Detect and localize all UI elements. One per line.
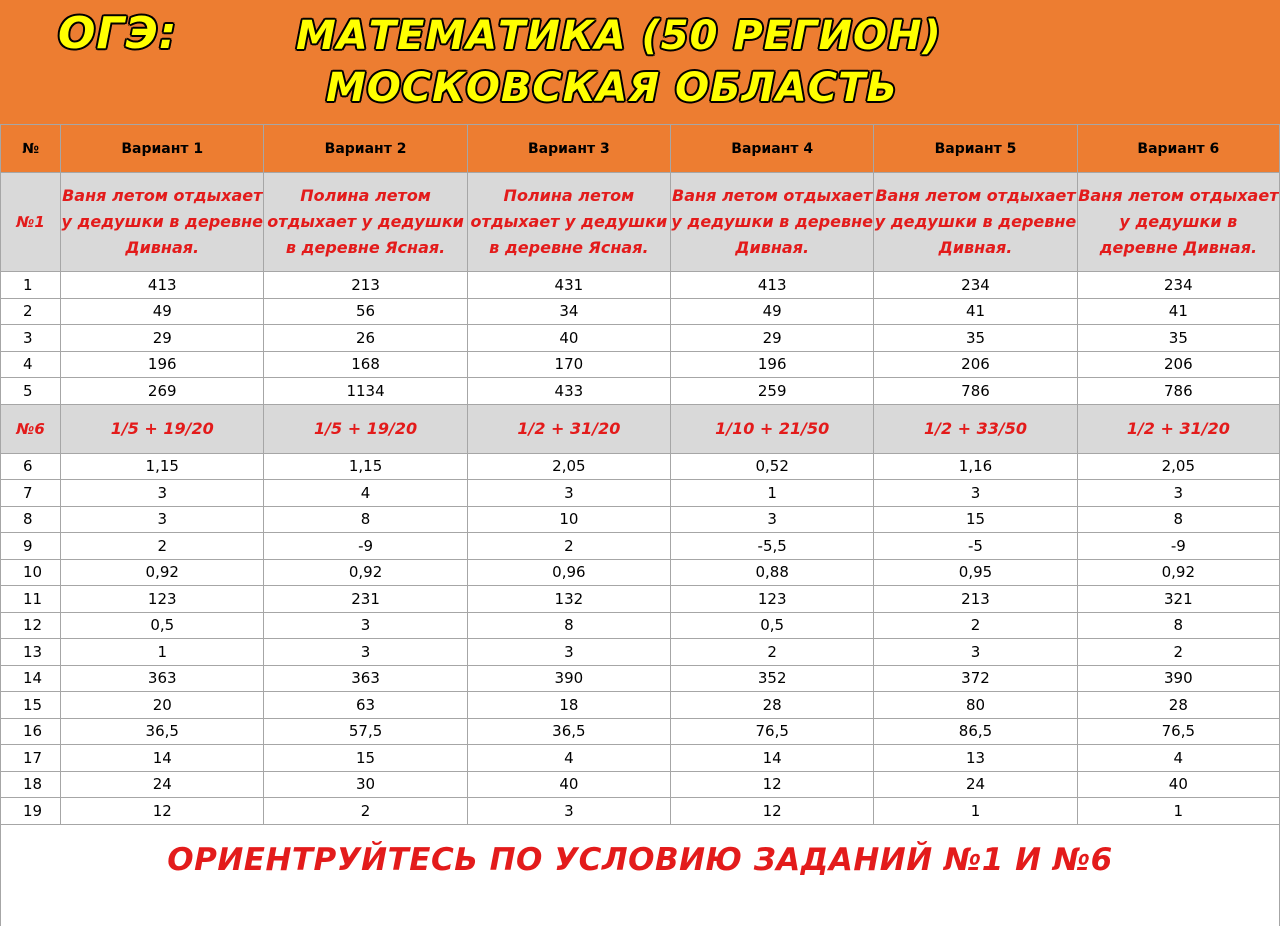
table-row <box>1 798 1280 825</box>
answer-cell: 12 <box>671 798 874 825</box>
answer-cell: 123 <box>61 586 264 613</box>
exam-title: ОГЭ: <box>58 8 178 59</box>
answer-cell: 12 <box>671 771 874 798</box>
table-row <box>1 745 1280 772</box>
answer-cell: 3 <box>264 639 467 666</box>
answer-cell: -9 <box>264 533 467 560</box>
answer-cell: 1 <box>1077 798 1279 825</box>
answer-cell: 352 <box>671 665 874 692</box>
variant-header: Вариант 3 <box>467 125 670 173</box>
task1-condition: Полина летом отдыхает у дедушки в деревне Ясная. <box>467 173 670 272</box>
task6-condition: 1/10 + 21/50 <box>671 404 874 453</box>
answer-cell: 80 <box>874 692 1077 719</box>
table-row <box>1 351 1280 378</box>
task1-condition: Ваня летом отдыхает у дедушки в деревне Дивная. <box>61 173 264 272</box>
table-row <box>1 272 1280 299</box>
task-number: 9 <box>1 533 61 560</box>
answer-cell: 35 <box>1077 325 1279 352</box>
answer-cell: 15 <box>264 745 467 772</box>
answer-cell: 196 <box>61 351 264 378</box>
answer-cell: 269 <box>61 378 264 405</box>
answer-cell: 2,05 <box>1077 453 1279 480</box>
answer-cell: 170 <box>467 351 670 378</box>
task1-condition: Полина летом отдыхает у дедушки в деревне Ясная. <box>264 173 467 272</box>
answer-cell: 1,15 <box>264 453 467 480</box>
table-row <box>1 480 1280 507</box>
answer-cell: 18 <box>467 692 670 719</box>
task-number: 2 <box>1 298 61 325</box>
answer-cell: 35 <box>874 325 1077 352</box>
answer-cell: 390 <box>1077 665 1279 692</box>
answer-cell: 40 <box>467 771 670 798</box>
answer-cell: -9 <box>1077 533 1279 560</box>
answer-cell: 132 <box>467 586 670 613</box>
table-row <box>1 533 1280 560</box>
table-row <box>1 612 1280 639</box>
answer-cell: 363 <box>61 665 264 692</box>
task-number: 7 <box>1 480 61 507</box>
variant-header: Вариант 1 <box>61 125 264 173</box>
task6-condition-row <box>1 404 1280 453</box>
answer-cell: 29 <box>61 325 264 352</box>
task1-condition-row <box>1 173 1280 272</box>
answer-cell: 2 <box>61 533 264 560</box>
answer-cell: 168 <box>264 351 467 378</box>
answer-cell: 0,88 <box>671 559 874 586</box>
answer-cell: 0,92 <box>61 559 264 586</box>
task6-condition: 1/2 + 31/20 <box>1077 404 1279 453</box>
table-row <box>1 639 1280 666</box>
task-number: 17 <box>1 745 61 772</box>
answer-cell: 3 <box>264 612 467 639</box>
task-number: 1 <box>1 272 61 299</box>
task6-condition: 1/5 + 19/20 <box>264 404 467 453</box>
answer-cell: 1 <box>671 480 874 507</box>
answer-cell: 30 <box>264 771 467 798</box>
task-number: 15 <box>1 692 61 719</box>
table-row <box>1 325 1280 352</box>
answer-cell: 26 <box>264 325 467 352</box>
answer-cell: 4 <box>467 745 670 772</box>
answer-cell: -5 <box>874 533 1077 560</box>
footer-note: ОРИЕНТРУЙТЕСЬ ПО УСЛОВИЮ ЗАДАНИЙ №1 И №6 <box>167 842 1113 878</box>
answer-cell: 28 <box>671 692 874 719</box>
header-row <box>1 125 1280 173</box>
answer-cell: 0,92 <box>1077 559 1279 586</box>
answer-cell: 0,92 <box>264 559 467 586</box>
variant-header: Вариант 4 <box>671 125 874 173</box>
answer-cell: 2 <box>1077 639 1279 666</box>
answer-cell: 3 <box>467 480 670 507</box>
answer-cell: 1,16 <box>874 453 1077 480</box>
answer-cell: 29 <box>671 325 874 352</box>
answer-cell: 786 <box>874 378 1077 405</box>
answer-cell: 3 <box>671 506 874 533</box>
answer-cell: 24 <box>874 771 1077 798</box>
task-number: 4 <box>1 351 61 378</box>
answer-cell: 3 <box>467 639 670 666</box>
answer-cell: 76,5 <box>1077 718 1279 745</box>
task6-condition: 1/2 + 31/20 <box>467 404 670 453</box>
answer-cell: 4 <box>1077 745 1279 772</box>
answer-cell: 14 <box>671 745 874 772</box>
answer-cell: 1134 <box>264 378 467 405</box>
answer-cell: 8 <box>467 612 670 639</box>
answer-cell: 13 <box>874 745 1077 772</box>
answer-cell: 213 <box>264 272 467 299</box>
answer-cell: 63 <box>264 692 467 719</box>
task-number: 10 <box>1 559 61 586</box>
subject-title: МАТЕМАТИКА (50 РЕГИОН) <box>296 13 942 59</box>
answer-cell: 2 <box>874 612 1077 639</box>
task6-label: №6 <box>1 404 61 453</box>
answer-cell: -5,5 <box>671 533 874 560</box>
answer-cell: 3 <box>61 506 264 533</box>
variant-header: Вариант 2 <box>264 125 467 173</box>
answer-cell: 76,5 <box>671 718 874 745</box>
answer-cell: 321 <box>1077 586 1279 613</box>
answer-cell: 2 <box>467 533 670 560</box>
answer-cell: 56 <box>264 298 467 325</box>
corner-header: № <box>1 125 61 173</box>
answer-cell: 0,5 <box>671 612 874 639</box>
answer-cell: 28 <box>1077 692 1279 719</box>
answer-cell: 2,05 <box>467 453 670 480</box>
task-number: 18 <box>1 771 61 798</box>
answer-cell: 1 <box>61 639 264 666</box>
answer-cell: 259 <box>671 378 874 405</box>
answer-cell: 2 <box>671 639 874 666</box>
answer-cell: 213 <box>874 586 1077 613</box>
answer-cell: 363 <box>264 665 467 692</box>
task6-condition: 1/2 + 33/50 <box>874 404 1077 453</box>
answer-cell: 10 <box>467 506 670 533</box>
answer-cell: 3 <box>1077 480 1279 507</box>
answer-cell: 41 <box>874 298 1077 325</box>
answer-cell: 40 <box>1077 771 1279 798</box>
answer-cell: 234 <box>874 272 1077 299</box>
answer-cell: 123 <box>671 586 874 613</box>
answer-cell: 14 <box>61 745 264 772</box>
answer-cell: 12 <box>61 798 264 825</box>
answer-cell: 20 <box>61 692 264 719</box>
table-row <box>1 586 1280 613</box>
task-number: 14 <box>1 665 61 692</box>
answer-cell: 8 <box>264 506 467 533</box>
answer-cell: 2 <box>264 798 467 825</box>
answer-cell: 36,5 <box>467 718 670 745</box>
table-row <box>1 378 1280 405</box>
task-number: 3 <box>1 325 61 352</box>
region-title: МОСКОВСКАЯ ОБЛАСТЬ <box>326 65 898 111</box>
answer-cell: 41 <box>1077 298 1279 325</box>
answer-cell: 49 <box>671 298 874 325</box>
variant-header: Вариант 5 <box>874 125 1077 173</box>
task-number: 13 <box>1 639 61 666</box>
table-row <box>1 771 1280 798</box>
answer-cell: 49 <box>61 298 264 325</box>
answers-table <box>0 124 1280 825</box>
table-row <box>1 692 1280 719</box>
answer-cell: 8 <box>1077 612 1279 639</box>
answer-cell: 0,95 <box>874 559 1077 586</box>
answer-cell: 196 <box>671 351 874 378</box>
answer-cell: 4 <box>264 480 467 507</box>
answer-cell: 234 <box>1077 272 1279 299</box>
answer-cell: 0,5 <box>61 612 264 639</box>
task1-label: №1 <box>1 173 61 272</box>
task-number: 8 <box>1 506 61 533</box>
answer-cell: 413 <box>671 272 874 299</box>
answer-cell: 3 <box>874 639 1077 666</box>
table-row <box>1 718 1280 745</box>
answer-cell: 24 <box>61 771 264 798</box>
task-number: 6 <box>1 453 61 480</box>
table-row <box>1 453 1280 480</box>
answer-cell: 57,5 <box>264 718 467 745</box>
table-row <box>1 298 1280 325</box>
task6-condition: 1/5 + 19/20 <box>61 404 264 453</box>
table-row <box>1 506 1280 533</box>
answer-cell: 431 <box>467 272 670 299</box>
answer-cell: 390 <box>467 665 670 692</box>
answer-cell: 206 <box>1077 351 1279 378</box>
answer-cell: 0,96 <box>467 559 670 586</box>
answer-cell: 8 <box>1077 506 1279 533</box>
table-row <box>1 559 1280 586</box>
answer-cell: 1 <box>874 798 1077 825</box>
answer-cell: 34 <box>467 298 670 325</box>
answer-cell: 372 <box>874 665 1077 692</box>
answer-cell: 231 <box>264 586 467 613</box>
answer-cell: 40 <box>467 325 670 352</box>
task-number: 16 <box>1 718 61 745</box>
answer-cell: 0,52 <box>671 453 874 480</box>
answer-cell: 786 <box>1077 378 1279 405</box>
task1-condition: Ваня летом отдыхает у дедушки в деревне Дивная. <box>1077 173 1279 272</box>
answer-cell: 413 <box>61 272 264 299</box>
task-number: 12 <box>1 612 61 639</box>
task1-condition: Ваня летом отдыхает у дедушки в деревне Дивная. <box>874 173 1077 272</box>
task1-condition: Ваня летом отдыхает у дедушки в деревне Дивная. <box>671 173 874 272</box>
title-banner <box>0 0 1280 125</box>
answer-cell: 3 <box>467 798 670 825</box>
task-number: 19 <box>1 798 61 825</box>
answer-cell: 206 <box>874 351 1077 378</box>
table-row <box>1 665 1280 692</box>
task-number: 5 <box>1 378 61 405</box>
answer-cell: 3 <box>61 480 264 507</box>
answer-cell: 3 <box>874 480 1077 507</box>
answer-cell: 15 <box>874 506 1077 533</box>
answer-cell: 36,5 <box>61 718 264 745</box>
task-number: 11 <box>1 586 61 613</box>
answer-cell: 1,15 <box>61 453 264 480</box>
variant-header: Вариант 6 <box>1077 125 1279 173</box>
answer-cell: 86,5 <box>874 718 1077 745</box>
table-left-edge <box>0 124 1 926</box>
answer-cell: 433 <box>467 378 670 405</box>
